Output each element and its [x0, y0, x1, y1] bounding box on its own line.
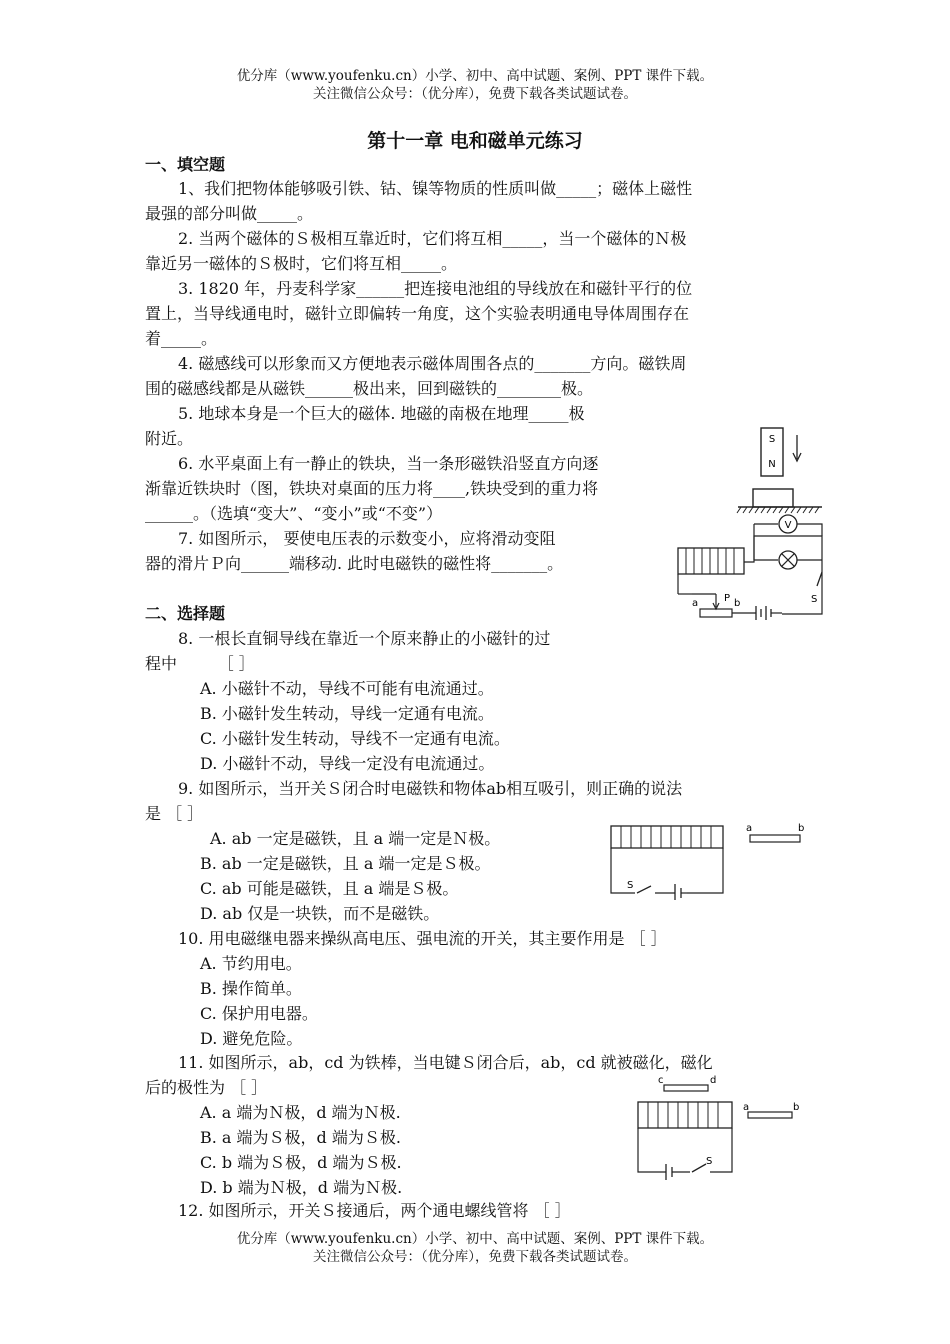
q9-line-1: 9. 如图所示，当开关Ｓ闭合时电磁铁和物体ab相互吸引，则正确的说法 [178, 779, 683, 798]
q5-line-1: 5. 地球本身是一个巨大的磁体. 地磁的南极在地理_____极 [178, 404, 585, 423]
fig3-label-s: S [627, 880, 634, 891]
header-line-1: 优分库（www.youfenku.cn）小学、初中、高中试题、案例、PPT 课件下载。 [236, 68, 714, 84]
q4-line-1: 4. 磁感线可以形象而又方便地表示磁体周围各点的_______方向。磁铁周 [178, 354, 687, 373]
fig1-label-n: N [768, 459, 776, 470]
q8-option-c: C. 小磁针发生转动，导线不一定通有电流。 [200, 729, 510, 748]
q9-line-2: 是 ［ ］ [145, 804, 204, 823]
figure-magnet-iron-block [735, 425, 825, 521]
q7-line-2: 器的滑片Ｐ向______端移动. 此时电磁铁的磁性将_______。 [145, 554, 564, 573]
q8-option-a: A. 小磁针不动，导线不可能有电流通过。 [200, 679, 494, 698]
section-fill-blank: 一、填空题 [145, 155, 226, 174]
q2-line-2: 靠近另一磁体的Ｓ极时，它们将互相_____。 [145, 254, 458, 273]
fig2-label-a: a [692, 598, 699, 609]
q6-line-2: 渐靠近铁块时（图，铁块对桌面的压力将____,铁块受到的重力将 [145, 479, 599, 498]
fig1-label-s: S [768, 434, 776, 445]
fig3-label-a: a [746, 823, 753, 834]
q11-option-d: D. b 端为Ｎ极，d 端为Ｎ极. [200, 1178, 403, 1197]
q3-line-3: 着_____。 [145, 329, 218, 348]
q10-line: 10. 用电磁继电器来操纵高电压、强电流的开关，其主要作用是 ［ ］ [178, 929, 667, 948]
q10-option-d: D. 避免危险。 [200, 1029, 303, 1048]
q11-line-1: 11. 如图所示，ab，cd 为铁棒，当电键Ｓ闭合后，ab，cd 就被磁化，磁化 [178, 1053, 713, 1072]
q8-line-1: 8. 一根长直铜导线在靠近一个原来静止的小磁针的过 [178, 629, 551, 648]
q12-line: 12. 如图所示，开关Ｓ接通后，两个通电螺线管将 ［ ］ [178, 1201, 571, 1220]
fig3-label-b: b [798, 823, 805, 834]
q1-line-2: 最强的部分叫做_____。 [145, 204, 314, 223]
fig2-label-b: b [734, 598, 741, 609]
q6-line-1: 6. 水平桌面上有一静止的铁块，当一条形磁铁沿竖直方向逐 [178, 454, 599, 473]
fig4-label-s: S [706, 1156, 713, 1167]
fig4-label-c: c [658, 1075, 664, 1086]
footer-line-2: 关注微信公众号：（优分库），免费下载各类试题试卷。 [313, 1249, 637, 1265]
page-title: 第十一章 电和磁单元练习 [367, 130, 583, 152]
fig2-label-p: P [724, 593, 731, 604]
q10-option-b: B. 操作简单。 [200, 979, 302, 998]
q2-line-1: 2. 当两个磁体的Ｓ极相互靠近时，它们将互相_____，当一个磁体的Ｎ极 [178, 229, 687, 248]
fig2-label-v: V [784, 520, 792, 531]
fig4-label-a: a [743, 1102, 750, 1113]
fig4-label-d: d [710, 1075, 717, 1086]
q11-option-c: C. b 端为Ｓ极，d 端为Ｓ极. [200, 1153, 402, 1172]
q9-option-a: A. ab 一定是磁铁，且 a 端一定是Ｎ极。 [210, 829, 501, 848]
q11-option-a: A. a 端为Ｎ极，d 端为Ｎ极. [200, 1103, 401, 1122]
figure-electromagnet-ab [605, 818, 810, 900]
q5-line-2: 附近。 [145, 429, 194, 448]
fig4-label-b: b [793, 1102, 800, 1113]
q6-line-3: ______。（选填“变大”、“变小”或“不变”） [145, 504, 443, 523]
q1-line-1: 1、我们把物体能够吸引铁、钴、镍等物质的性质叫做_____；磁体上磁性 [178, 179, 693, 198]
q9-option-c: C. ab 可能是磁铁，且 a 端是Ｓ极。 [200, 879, 459, 898]
q9-option-d: D. ab 仅是一块铁，而不是磁铁。 [200, 904, 440, 923]
q3-line-1: 3. 1820 年，丹麦科学家______把连接电池组的导线放在和磁针平行的位 [178, 279, 693, 298]
footer-line-1: 优分库（www.youfenku.cn）小学、初中、高中试题、案例、PPT 课件下载。 [236, 1231, 714, 1247]
figure-electromagnet-cd-ab [630, 1072, 810, 1182]
q11-line-2: 后的极性为 ［ ］ [145, 1078, 268, 1097]
header-line-2: 关注微信公众号：（优分库），免费下载各类试题试卷。 [313, 86, 637, 102]
q8-line-2: 程中 ［ ］ [145, 654, 255, 673]
q10-option-c: C. 保护用电器。 [200, 1004, 318, 1023]
q3-line-2: 置上，当导线通电时，磁针立即偏转一角度，这个实验表明通电导体周围存在 [145, 304, 690, 323]
q7-line-1: 7. 如图所示， 要使电压表的示数变小，应将滑动变阻 [178, 529, 556, 548]
q10-option-a: A. 节约用电。 [200, 954, 302, 973]
figure-voltmeter-circuit [672, 510, 832, 625]
q8-option-d: D. 小磁针不动，导线一定没有电流通过。 [200, 754, 495, 773]
q11-option-b: B. a 端为Ｓ极，d 端为Ｓ极. [200, 1128, 401, 1147]
fig2-label-s: S [811, 594, 818, 605]
q8-option-b: B. 小磁针发生转动，导线一定通有电流。 [200, 704, 494, 723]
q9-option-b: B. ab 一定是磁铁，且 a 端一定是Ｓ极。 [200, 854, 491, 873]
section-multiple-choice: 二、选择题 [145, 604, 226, 623]
q4-line-2: 围的磁感线都是从磁铁______极出来，回到磁铁的________极。 [145, 379, 594, 398]
